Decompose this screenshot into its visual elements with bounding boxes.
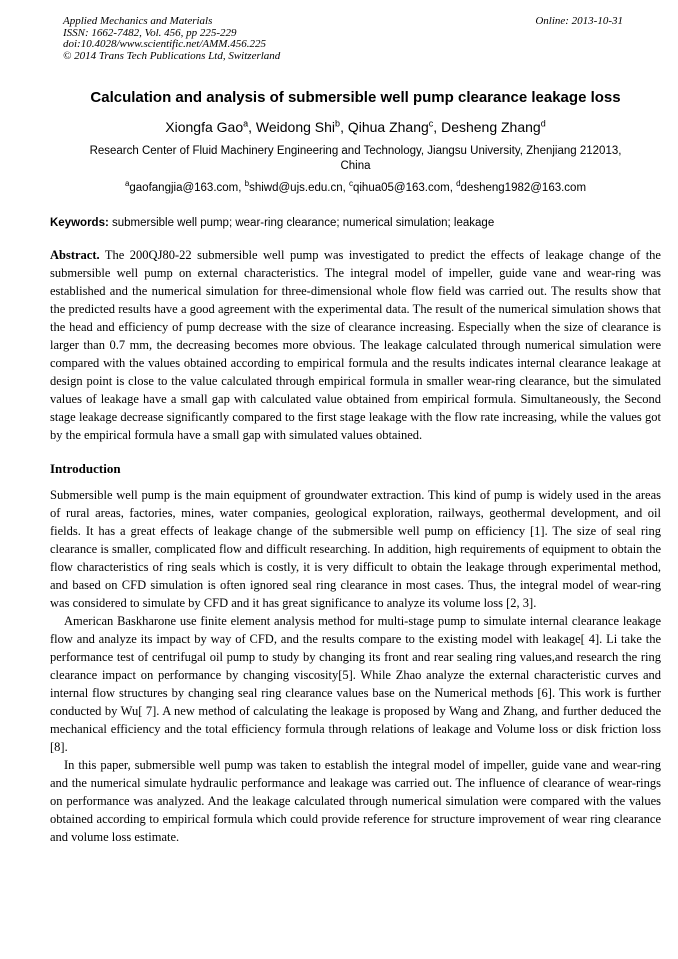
issn-line: ISSN: 1662-7482, Vol. 456, pp 225-229 [63,26,237,39]
author-name-text: Desheng Zhang [441,119,541,135]
author-email [244,179,343,194]
email-affil-mark: c [348,179,353,189]
keywords-label: Keywords: [50,217,109,229]
author-affil-mark: d [540,118,546,129]
introduction-paragraph-3: In this paper, submersible well pump was taken to establish the integral model of impeller, guide vane and wear-ring and the numerical simulate hydraulic performance and leakage was carried out. The influence of clearance of wear-rings on performance was analyzed. And the leakage calculated through numerical simulation were compared with the values obtained according to empirical formula which could provide reference for structure improvement of wear ring clearance and volume loss estimate. [50,758,661,844]
email-address: qihua05@163.com [352,182,450,194]
email-separator: , [449,182,457,194]
keywords-line [50,216,661,231]
author-name [256,119,340,135]
email-address: gaofangjia@163.com [129,182,239,194]
author-name [441,119,546,135]
author-email [456,179,587,194]
section-heading-introduction: Introduction [50,461,121,476]
author-name-text: Weidong Shi [255,119,336,135]
affiliation: Research Center of Fluid Machinery Engineering and Technology, Jiangsu University, Zhenjiang 212013, China [89,145,622,172]
publication-header [63,16,623,62]
author-affil-mark: c [428,118,434,129]
author-separator: , [433,119,442,135]
author-name-text: Xiongfa Gao [165,119,244,135]
email-address: desheng1982@163.com [460,182,587,194]
author-email [348,179,450,194]
email-affil-mark: b [244,179,250,189]
doi-line: doi:10.4028/www.scientific.net/AMM.456.225 [63,38,266,50]
email-separator: , [342,182,349,194]
authors-line [50,118,661,136]
journal-name: Applied Mechanics and Materials [63,15,213,27]
copyright-line: © 2014 Trans Tech Publications Ltd, Switzerland [63,49,281,62]
author-email [124,179,239,194]
introduction-paragraph-1: Submersible well pump is the main equipment of groundwater extraction. This kind of pump is widely used in the areas of rural areas, factories, mines, water companies, geological exploration, railways, geothermal development, and oil fields. It has a great effects of leakage change of the submersible well pump on efficiency [1]. The size of seal ring clearance is smaller, complicated flow and difficult researching. In addition, high requirements of equipment to obtain the flow characteristics of ring seals which is costly, it is very difficult to obtain the leakage through experimental method, and based on CFD simulation is often ignored seal ring clearance in most cases. Thus, the integral model of wear-ring was considered to simulate by CFD and it has great significance to analyze its volume loss [2, 3]. [50,488,661,610]
online-date: Online: 2013-10-31 [535,15,623,27]
paper-title: Calculation and analysis of submersible well pump clearance leakage loss [90,89,621,106]
abstract-paragraph [50,246,661,444]
author-name [165,119,248,135]
publication-info [63,16,280,62]
author-name [348,119,433,135]
keywords-text: submersible well pump; wear-ring clearance; numerical simulation; leakage [108,217,495,229]
abstract-label: Abstract. [50,248,100,262]
email-affil-mark: a [124,179,130,189]
email-affil-mark: d [456,179,461,189]
email-separator: , [238,182,245,194]
emails-line [50,181,661,196]
author-affil-mark: a [243,118,249,129]
author-separator: , [340,119,348,135]
author-affil-mark: b [335,118,341,129]
author-separator: , [248,119,256,135]
introduction-paragraph-2: American Baskharone use finite element analysis method for multi-stage pump to simulate internal clearance leakage flow and analyze its impact by way of CFD, and the results compare to the existing model with leakage[ 4]. Li take the performance test of centrifugal oil pump to study by changing its front and rear sealing ring values,and research the ring clearance impact on performance by changing viscosity[5]. While Zhao analyze the external characteristic curves and internal flow structures by changing seal ring clearance values base on the Numerical methods [6]. This work is further conducted by Wu[ 7]. A new method of calculating the leakage is proposed by Wang and Zhang, and further deduced the mechanical efficiency and the total efficiency formula through relations of leakage and Volume loss or disk friction loss [8]. [50,614,661,754]
author-name-text: Qihua Zhang [347,119,429,135]
abstract-text: The 200QJ80-22 submersible well pump was investigated to predict the effects of leakage change of the submersible well pump on external characteristics. The integral model of impeller, guide vane and wear-ring was established and the numerical simulation for three-dimensional whole flow field was carried out. The results show that the predicted results have a good agreement with the experimental data. The result of the numerical simulation shows that the head and efficiency of pump decrease with the size of clearance increasing. Especially when the size of clearance is larger than 0.7 mm, the decreasing becomes more obvious. The leakage calculated through numerical simulation were compared with the values obtained according to empirical formula and the results indicates internal clearance leakage at design point is close to the value calculated through empirical formula in smaller wear-ring clearance, but the simulated values of leakage have a small gap with calculated value obtained from empirical formula. Simultaneously, the Second stage leakage decrease significantly compared to the first stage leakage with the flow rate increasing, while the values got by the empirical formula have a small gap with simulated values obtained. [50,248,661,442]
email-address: shiwd@ujs.edu.cn [249,182,343,194]
